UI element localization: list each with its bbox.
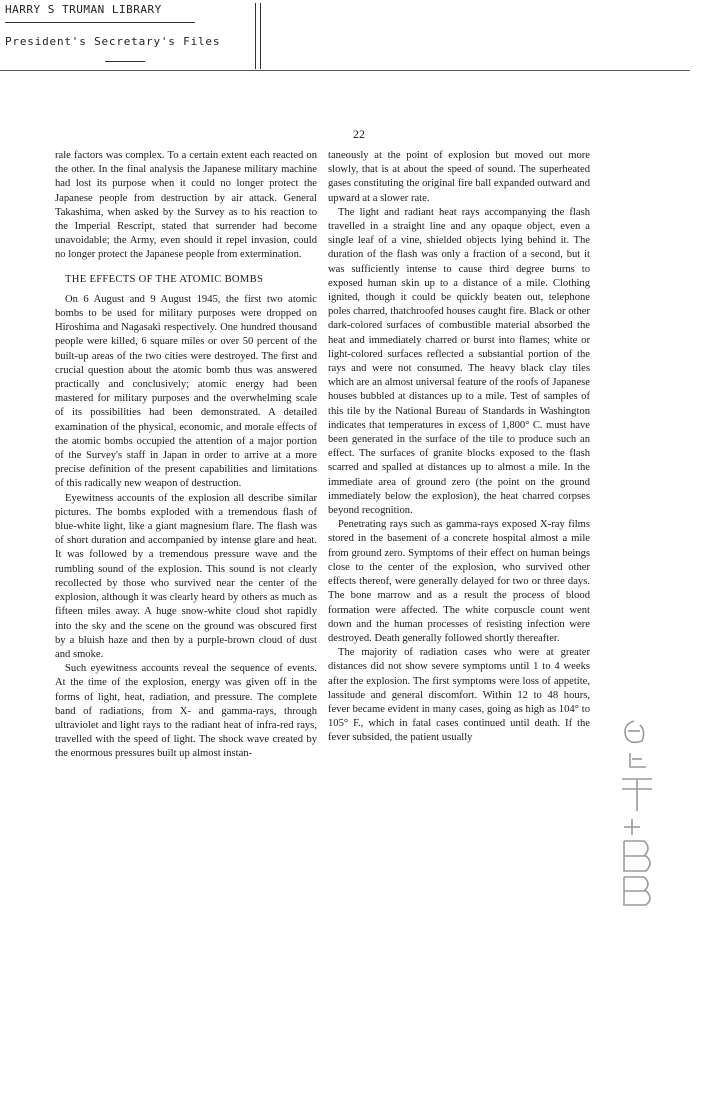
paragraph: taneously at the point of explosion but moved out more slowly, that is at about the speed of sound. The superheated gases constituting the original fire ball expanded outward and upward at a slower rate.: [328, 150, 590, 204]
section-heading: THE EFFECTS OF THE ATOMIC BOMBS: [65, 273, 264, 285]
stamp-border-line: [260, 3, 261, 69]
paragraph: Such eyewitness accounts reveal the sequence of events. At the time of the explosion, energy was given off in the forms of light, heat, radiation, and pressure. The complete band of radiations, from X- and gamma-rays, through ultraviolet and light rays to the radiant heat of infra-red rays, travelled with the speed of light. The shock wave created by the enormous pressures built up almost instan-: [55, 663, 317, 760]
margin-stamp-bb-file: [612, 715, 672, 910]
paragraph: Penetrating rays such as gamma-rays exposed X-ray films stored in the basement of a concrete hospital almost a mile from ground zero. Symptoms of their effect on human beings close to the center of the explosion, who survived other effects thereof, were generally delayed for two or three days. The bone marrow and as a result the process of blood formation were affected. The white corpuscle count went down and the human processes of resisting infection were destroyed. Death generally followed shortly thereafter.: [328, 519, 590, 644]
stamp-collection-name: President's Secretary's Files: [5, 35, 221, 48]
paragraph: Eyewitness accounts of the explosion all describe similar pictures. The bombs exploded with a tremendous flash of blue-white light, like a giant magnesium flare. The flash was of short duration and accompanied by intense glare and heat. It was followed by a tremendous pressure wave and the rumbling sound of the explosion. This sound is not clearly recollected by those who survived near the center of the explosion, although it was clearly heard by others as much as fifteen miles away. A huge snow-white cloud shot rapidly into the sky and the scene on the ground was obscured first by a bluish haze and then by a purple-brown cloud of dust and smoke.: [55, 492, 317, 660]
stamp-underline: [5, 22, 195, 23]
paragraph: rale factors was complex. To a certain extent each reacted on the other. In the final analysis the Japanese military machine had lost its purpose when it could no longer protect the Japanese people from destruction by air attack. General Takashima, when asked by the Survey as to his reaction to the Imperial Rescript, stated that surrender had become unavoidable; the Army, even should it repel invasion, could no longer protect the Japanese people from extermination.: [55, 150, 317, 261]
right-column: [328, 149, 590, 746]
stamp-border-line: [255, 3, 256, 69]
header-separator: [0, 70, 690, 71]
left-column: [55, 149, 317, 762]
stamp-library-name: HARRY S TRUMAN LIBRARY: [5, 3, 162, 16]
paragraph: The light and radiant heat rays accompanying the flash travelled in a straight line and any opaque object, even a single leaf of a vine, shielded objects lying behind it. The duration of the flash was only a fraction of a second, but it was sufficiently intense to cause third degree burns to exposed human skin up to a distance of a mile. Clothing ignited, though it could be quickly beaten out, telephone poles charred, thatchroofed houses caught fire. Black or other dark-colored surfaces of combustible material absorbed the heat and immediately charred or burst into flames; white or light-colored surfaces reflected a substantial portion of the rays and were not consumed. The heavy black clay tiles which are an almost universal feature of the roofs of Japanese houses bubbled at distances up to a mile. Test of samples of this tile by the National Bureau of Standards in Washington indicates that temperatures in excess of 1,800° C. must have been generated in the surface of the tile to produce such an effect. The surfaces of granite blocks exposed to the flash scarred and spalled at distances up to almost a mile. In the immediate area of ground zero (the point on the ground immediately below the explosion), the heat charred corpses beyond recognition.: [328, 206, 590, 517]
paragraph: The majority of radiation cases who were at greater distances did not show severe symptoms until 1 to 4 weeks after the explosion. The first symptoms were loss of appetite, lassitude and general discomfort. Within 12 to 48 hours, fever became evident in many cases, going as high as 104° to 105° F., which in fatal cases continued until death. If the fever subsided, the patient usually: [328, 647, 590, 744]
stamp-dash: [105, 61, 145, 62]
paragraph: On 6 August and 9 August 1945, the first two atomic bombs to be used for military purposes were dropped on Hiroshima and Nagasaki respectively. One hundred thousand people were killed, 6 square miles or over 50 percent of the built-up areas of the two cities were destroyed. The first and crucial question about the atomic bomb thus was answered practically and conclusively; atomic energy had been mastered for military purposes and the overwhelming scale of its possibilities had been demonstrated. A detailed examination of the physical, economic, and morale effects of the atomic bombs occupied the attention of a major portion of the Survey's staff in Japan in order to arrive at a more precise definition of the present capabilities and limitations of this radically new weapon of destruction.: [55, 293, 317, 490]
page-number: 22: [353, 127, 365, 141]
